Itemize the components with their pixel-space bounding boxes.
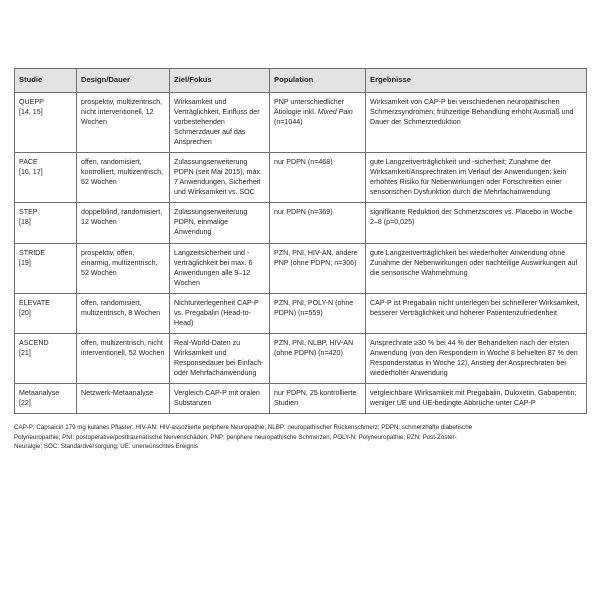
table-row xyxy=(15,333,587,383)
cell-ziel: Wirksamkeit und Verträglichkeit, Einfluss der vorbestehenden Schmerzdauer auf das Ansprechen xyxy=(170,92,270,152)
studies-table xyxy=(14,68,587,414)
cell-design: prospektiv, multizentrisch, nicht interventionell, 12 Wochen xyxy=(77,92,170,152)
table-row xyxy=(15,384,587,414)
cell-studie: Metaanalyse [22] xyxy=(15,384,77,414)
table-row xyxy=(15,203,587,243)
cell-ziel: Vergleich CAP-P mit oralen Substanzen xyxy=(170,384,270,414)
cell-ergebnisse: Ansprechrate ≥30 % bei 44 % der Behandelten nach der ersten Anwendung (von den Respondern in Woche 8 behielten 87 % den Responderstatus in Woche 12), Anstieg der Ansprechraten bei wiederholter Anwendung xyxy=(366,333,587,383)
population-text: PZN, PNI, NLBP, HIV-AN (ohne PDPN) (n=420) xyxy=(274,338,354,358)
cell-studie: QUEPP [14, 15] xyxy=(15,92,77,152)
population-text: nur PDPN (n=369) xyxy=(274,208,333,217)
column-header-studie: Studie xyxy=(15,69,77,93)
cell-population xyxy=(270,92,366,152)
cell-design: doppelblind, randomisiert, 12 Wochen xyxy=(77,203,170,243)
cell-design: offen, multizentrisch, nicht interventionell, 52 Wochen xyxy=(77,333,170,383)
cell-studie: STEP [18] xyxy=(15,203,77,243)
table-footnote xyxy=(14,423,586,451)
cell-design: offen, randomisiert, kontrolliert, multizentrisch, 52 Wochen xyxy=(77,153,170,203)
table-header xyxy=(15,69,587,93)
population-text: nur PDPN, 25 kontrollierte Studien xyxy=(274,389,357,408)
cell-ergebnisse: gute Langzeitverträglichkeit und -sicherheit; Zunahme der Wirksamkeit/Ansprechraten im Verlauf der Anwendungen; kein erhöhtes Risiko für Nebenwirkungen oder Fortschreiten einer sensorischen Dysfunktion durch die Mehrfachanwendung xyxy=(366,153,587,203)
footnote-line-1: CAP-P: Capsaicin 179 mg kutanes Pflaster; HIV-AN: HIV-assoziierte periphere Neuropathie; NLBP: neuropathischer Rückenschmerz; PDPN: schmerzhafte diabetische xyxy=(14,424,473,432)
cell-ergebnisse: signifikante Reduktion der Schmerzscores vs. Placebo in Woche 2–8 (p=0,025) xyxy=(366,203,587,243)
cell-ziel: Langzeitsicherheit und -verträglichkeit bei max. 6 Anwendungen alle 9–12 Wochen xyxy=(170,243,270,293)
population-text: PZN, PNI, HIV-AN, andere PNP (ohne PDPN; n=306) xyxy=(274,248,358,267)
table-row xyxy=(15,153,587,203)
cell-ergebnisse: gute Langzeitverträglichkeit bei wiederholter Anwendung ohne Zunahme der Nebenwirkungen oder nachteilige Auswirkungen auf die sensorische Wahrnehmung xyxy=(366,243,587,293)
cell-population xyxy=(270,203,366,243)
column-header-design: Design/Dauer xyxy=(77,69,170,93)
cell-studie: ELEVATE [20] xyxy=(15,293,77,333)
population-text: nur PDPN (n=468) xyxy=(274,158,333,167)
cell-population xyxy=(270,243,366,293)
table-row xyxy=(15,293,587,333)
cell-ergebnisse: vergleichbare Wirksamkeit mit Pregabalin, Duloxetin, Gabapentin; weniger UE und UE-bedingte Abbrüche unter CAP-P xyxy=(366,384,587,414)
cell-population xyxy=(270,293,366,333)
cell-studie: PACE [16, 17] xyxy=(15,153,77,203)
cell-studie: STRIDE [19] xyxy=(15,243,77,293)
table-row xyxy=(15,243,587,293)
cell-design: prospektiv, offen, einarmig, multizentrisch, 52 Wochen xyxy=(77,243,170,293)
population-text: PZN, PNI, POLY-N (ohne PDPN) (n=559) xyxy=(274,298,354,317)
population-emphasis: Mixed Pain xyxy=(317,107,353,116)
column-header-population: Population xyxy=(270,69,366,93)
footnote-line-3: Neuralgie; SOC: Standardversorgung; UE: unerwünschtes Ereignis xyxy=(14,443,198,451)
table-body xyxy=(15,92,587,414)
cell-studie: ASCEND [21] xyxy=(15,333,77,383)
cell-ergebnisse: Wirksamkeit von CAP-P bei verschiedenen neuropathischen Schmerzsyndromen; frühzeitige Behandlung erhöht Ausmaß und Dauer der Schmerzreduktion xyxy=(366,92,587,152)
footnote-line-2: Polyneuropathie; PNI: postoperative/posttraumatische Nervenschäden; PNP: periphere neuropathische Schmerzen; POLY-N: Polyneuropathie; PZN: Post-Zoster- xyxy=(14,433,457,441)
table-row xyxy=(15,92,587,152)
cell-population xyxy=(270,153,366,203)
cell-ziel: Zulassungserweiterung PDPN (seit Mai 2015), max. 7 Anwendungen, Sicherheit und Wirksamkeit vs. SOC xyxy=(170,153,270,203)
cell-ziel: Zulassungserweiterung PDPN, einmalige Anwendung xyxy=(170,203,270,243)
cell-population xyxy=(270,333,366,383)
table-header-row xyxy=(15,69,587,93)
cell-population xyxy=(270,384,366,414)
cell-ziel: Nichtunterlegenheit CAP-P vs. Pregabalin (Head-to-Head) xyxy=(170,293,270,333)
column-header-ziel: Ziel/Fokus xyxy=(170,69,270,93)
population-count: (n=1044) xyxy=(274,117,303,126)
cell-ziel: Real-World-Daten zu Wirksamkeit und Responsedauer bei Einfach- oder Mehrfachanwendung xyxy=(170,333,270,383)
cell-design: Netzwerk-Metaanalyse xyxy=(77,384,170,414)
population-text: PNP unterschiedlicher Ätiologie inkl. xyxy=(274,97,345,116)
column-header-ergebnisse: Ergebnisse xyxy=(366,69,587,93)
cell-ergebnisse: CAP-P ist Pregabalin nicht unterlegen bei schnellerer Wirksamkeit, besserer Verträglichkeit und höherer Patientenzufriedenheit xyxy=(366,293,587,333)
cell-design: offen, randomisiert, multizentrisch, 8 Wochen xyxy=(77,293,170,333)
